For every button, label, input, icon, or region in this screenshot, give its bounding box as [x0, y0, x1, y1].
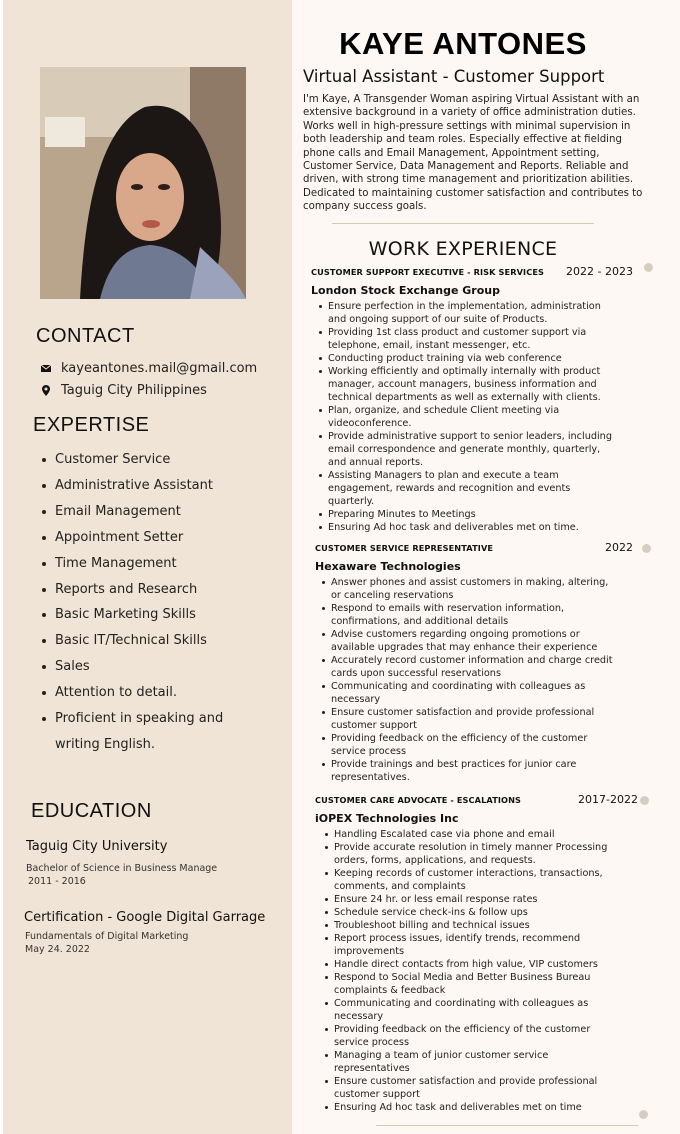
job-title: CUSTOMER CARE ADVOCATE - ESCALATIONS	[315, 795, 522, 805]
job-duty: Provide accurate resolution in timely manner Processing	[334, 842, 608, 853]
contact-email-row	[38, 361, 257, 376]
job-date: 2022 - 2023	[566, 265, 633, 278]
timeline-dot	[640, 796, 649, 805]
job-duty: Provide administrative support to senior leaders, including	[328, 431, 612, 442]
job-duty-continued: orders, forms, applications, and requests.	[334, 855, 536, 866]
job-duty-continued: necessary	[334, 1011, 384, 1022]
job-duty: Accurately record customer information and charge credit	[331, 655, 613, 666]
contact-heading: CONTACT	[36, 325, 135, 347]
job-duty-continued: telephone, email, instant messenger, etc.	[328, 340, 531, 351]
candidate-role: Virtual Assistant - Customer Support	[303, 67, 605, 86]
expertise-item: Sales	[55, 654, 223, 680]
expertise-item: Basic IT/Technical Skills	[55, 628, 223, 654]
expertise-list	[55, 447, 223, 758]
job-duty-continued: and ongoing support of our suite of Products.	[328, 314, 548, 325]
job-duty: Respond to Social Media and Better Business Bureau	[334, 971, 607, 984]
expertise-item: Proficient in speaking and	[55, 706, 223, 732]
job-duty-continued: representatives.	[331, 772, 410, 783]
job-duty-continued: improvements	[334, 946, 405, 957]
job-duty-continued: videoconference.	[328, 418, 412, 429]
job-title: CUSTOMER SUPPORT EXECUTIVE - RISK SERVICES	[311, 267, 545, 277]
job-duty-continued: service process	[331, 746, 407, 757]
job-duty-continued: confirmations, and additional details	[331, 616, 509, 627]
job-duty-continued: and annual reports.	[328, 457, 424, 468]
job-duty-continued: available upgrades that may enhance their experience	[331, 642, 598, 653]
job-duty: Ensuring Ad hoc task and deliverables met on time.	[328, 521, 612, 534]
job-duty: Providing 1st class product and customer support via	[328, 326, 612, 339]
job-duties-list	[334, 828, 607, 1114]
education-school: Taguig City University	[26, 839, 168, 854]
bottom-divider	[376, 1125, 638, 1126]
job-duty-continued: service process	[334, 1037, 410, 1048]
job-duty: Ensure 24 hr. or less email response rates	[334, 893, 607, 906]
job-company: Hexaware Technologies	[315, 560, 461, 573]
job-date: 2022	[605, 541, 633, 554]
job-duty: Managing a team of junior customer service	[334, 1049, 607, 1062]
job-duty: Providing feedback on the efficiency of the customer	[331, 732, 613, 745]
job-duty: Troubleshoot billing and technical issues	[334, 919, 607, 932]
timeline-dot	[639, 1110, 648, 1119]
job-duty: Working efficiently and optimally internally with product	[328, 365, 612, 378]
job-title: CUSTOMER SERVICE REPRESENTATIVE	[315, 543, 494, 553]
job-duty-continued: technical departments as well as externally with clients.	[328, 392, 601, 403]
job-duty: Ensure customer satisfaction and provide professional	[334, 1075, 607, 1088]
job-duty-continued: or canceling reservations	[331, 590, 454, 601]
certification-date: May 24. 2022	[25, 944, 90, 955]
job-duty-continued: quarterly.	[328, 496, 375, 507]
job-duty: Handling Escalated case via phone and email	[334, 828, 607, 841]
profile-photo	[40, 67, 246, 299]
expertise-item: Appointment Setter	[55, 525, 223, 551]
job-duty: Provide trainings and best practices for junior care	[331, 758, 613, 771]
job-duty: Plan, organize, and schedule Client meeting via	[328, 404, 612, 417]
job-duty-continued: customer support	[331, 720, 417, 731]
job-duty: Communicating and coordinating with colleagues as	[334, 997, 607, 1010]
job-duty: Ensure customer satisfaction and provide professional	[331, 706, 613, 719]
timeline-dot	[642, 544, 651, 553]
job-duty: Report process issues, identify trends, recommend	[334, 932, 607, 945]
job-date: 2017-2022	[578, 793, 638, 806]
expertise-item: Attention to detail.	[55, 680, 223, 706]
certification-course: Fundamentals of Digital Marketing	[25, 931, 189, 942]
education-years: 2011 - 2016	[28, 876, 86, 887]
job-duty: Schedule service check-ins & follow ups	[334, 906, 607, 919]
expertise-item: Reports and Research	[55, 577, 223, 603]
candidate-name: KAYE ANTONES	[339, 26, 587, 61]
map-pin-icon	[38, 385, 54, 396]
expertise-item: Time Management	[55, 551, 223, 577]
job-duty-continued: cards upon successful reservations	[331, 668, 501, 679]
job-duty: Handle direct contacts from high value, VIP customers	[334, 958, 607, 971]
summary-paragraph: I'm Kaye, A Transgender Woman aspiring Virtual Assistant with an extensive background in a variety of office administration duties. Works well in high-pressure settings with minimal supervision in both leadership and team roles. Especially effective at fielding phone calls and Email Management, Appointment setting, Customer Service, Data Management and Reports. Reliable and driven, with strong time management and prioritization abilities. Dedicated to maintaining customer satisfaction and contributes to company success goals.	[303, 94, 643, 213]
job-duty-continued: necessary	[331, 694, 381, 705]
education-degree: Bachelor of Science in Business Manage	[26, 863, 218, 874]
certification-title: Certification - Google Digital Garrage	[24, 910, 266, 925]
expertise-item: Basic Marketing Skills	[55, 602, 223, 628]
job-company: iOPEX Technologies Inc	[315, 812, 459, 825]
job-duty-continued: manager, account managers, business information and	[328, 379, 597, 390]
job-duty: Assisting Managers to plan and execute a team	[328, 469, 612, 482]
job-duty: Providing feedback on the efficiency of the customer	[334, 1023, 607, 1036]
job-duty: Keeping records of customer interactions, transactions,	[334, 867, 607, 880]
expertise-heading: EXPERTISE	[33, 414, 150, 436]
expertise-item: Customer Service	[55, 447, 223, 473]
job-duty-continued: complaints & feedback	[334, 985, 446, 996]
contact-email[interactable]: kayeantones.mail@gmail.com	[61, 361, 258, 376]
job-duty: Advise customers regarding ongoing promotions or	[331, 628, 613, 641]
job-duty-continued: representatives	[334, 1063, 410, 1074]
expertise-item: Email Management	[55, 499, 223, 525]
work-experience-heading: WORK EXPERIENCE	[368, 238, 558, 260]
job-duty: Conducting product training via web conference	[328, 352, 612, 365]
summary-divider	[332, 223, 594, 224]
job-duty: Ensure perfection in the implementation, administration	[328, 300, 612, 313]
job-duty-continued: customer support	[334, 1089, 420, 1100]
job-duties-list	[328, 300, 612, 534]
job-duties-list	[331, 576, 613, 784]
contact-location-row	[38, 383, 207, 398]
job-duty: Communicating and coordinating with colleagues as	[331, 680, 613, 693]
job-duty-continued: comments, and complaints	[334, 881, 466, 892]
job-duty: Respond to emails with reservation information,	[331, 602, 613, 615]
expertise-item-continued: writing English.	[55, 736, 155, 752]
education-heading: EDUCATION	[31, 800, 152, 822]
job-duty: Ensuring Ad hoc task and deliverables met on time	[334, 1101, 607, 1114]
job-duty: Preparing Minutes to Meetings	[328, 508, 612, 521]
job-duty-continued: engagement, rewards and recognition and events	[328, 483, 571, 494]
expertise-item: Administrative Assistant	[55, 473, 223, 499]
timeline-dot	[644, 263, 653, 272]
envelope-icon	[38, 365, 54, 372]
job-company: London Stock Exchange Group	[311, 284, 500, 297]
job-duty-continued: email correspondence and generate monthly, quarterly,	[328, 444, 601, 455]
contact-location: Taguig City Philippines	[61, 383, 207, 398]
job-duty: Answer phones and assist customers in making, altering,	[331, 576, 613, 589]
